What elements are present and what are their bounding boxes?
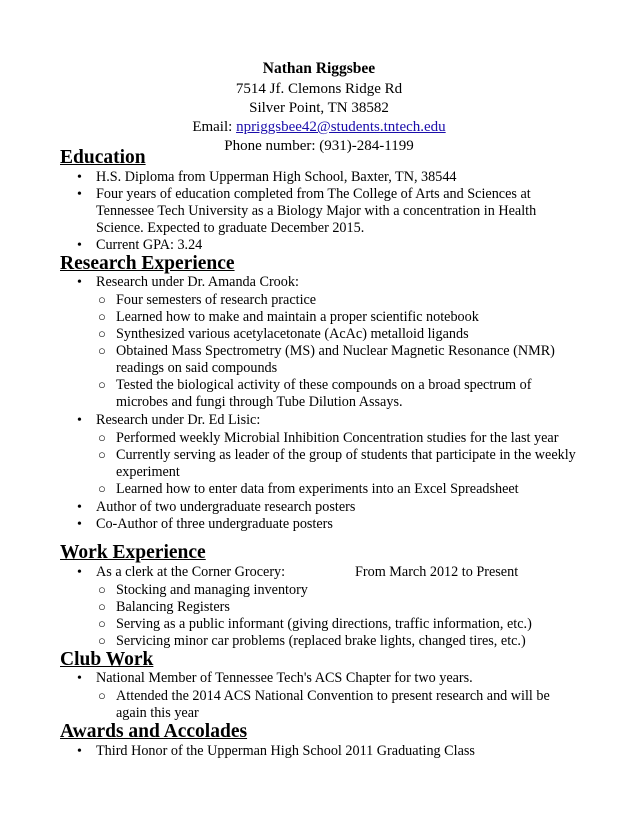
section-title-work: Work Experience (60, 542, 206, 563)
sub-list-item: ○ Four semesters of research practice (98, 292, 317, 308)
bullet-icon: • (77, 671, 82, 686)
sub-list-item: ○ Servicing minor car problems (replaced brake lights, changed tires, etc.) (98, 633, 526, 649)
list-item: • Author of two undergraduate research posters (77, 499, 356, 515)
list-item: • As a clerk at the Corner Grocery: From March 2012 to Present (77, 564, 519, 580)
list-item: • Research under Dr. Amanda Crook: (77, 274, 299, 290)
sub-list-item: ○ Synthesized various acetylacetonate (AcAc) metalloid ligands (98, 326, 469, 342)
hollow-bullet-icon: ○ (98, 447, 106, 462)
section-title-club: Club Work (60, 649, 154, 670)
sub-list-item: ○ Tested the biological activity of these compounds on a broad spectrum of microbes and fungi through Tube Dilution Assays. (98, 377, 532, 410)
bullet-icon: • (77, 500, 82, 515)
sub-list-item: ○ Performed weekly Microbial Inhibition Concentration studies for the last year (98, 430, 559, 446)
list-item: • Research under Dr. Ed Lisic: (77, 412, 261, 428)
work-list (0, 564, 638, 650)
hollow-bullet-icon: ○ (98, 582, 106, 597)
section-title-awards: Awards and Accolades (60, 721, 248, 742)
hollow-bullet-icon: ○ (98, 599, 106, 614)
sub-list-item: ○ Learned how to make and maintain a proper scientific notebook (98, 309, 479, 325)
phone-line: Phone number: (931)-284-1199 (224, 138, 414, 154)
email-link[interactable]: npriggsbee42@students.tntech.edu (236, 119, 446, 135)
club-list (0, 670, 638, 722)
hollow-bullet-icon: ○ (98, 633, 106, 648)
list-item: • Co-Author of three undergraduate posters (77, 516, 333, 532)
section-title-education: Education (60, 147, 146, 168)
email-line (0, 118, 638, 137)
hollow-bullet-icon: ○ (98, 326, 106, 341)
bullet-icon: • (77, 187, 82, 202)
sub-list-item: ○ Currently serving as leader of the group of students that participate in the weekly experiment (98, 447, 576, 480)
list-item: • Current GPA: 3.24 (77, 237, 203, 253)
address-line-2: Silver Point, TN 38582 (249, 100, 389, 116)
hollow-bullet-icon: ○ (98, 481, 106, 496)
hollow-bullet-icon: ○ (98, 616, 106, 631)
bullet-icon: • (77, 413, 82, 428)
list-item: • H.S. Diploma from Upperman High School, Baxter, TN, 38544 (77, 169, 457, 185)
sub-list-item: ○ Learned how to enter data from experiments into an Excel Spreadsheet (98, 481, 519, 497)
bullet-icon: • (77, 565, 82, 580)
list-item: • National Member of Tennessee Tech's ACS Chapter for two years. (77, 670, 473, 686)
hollow-bullet-icon: ○ (98, 343, 106, 358)
hollow-bullet-icon: ○ (98, 688, 106, 703)
bullet-icon: • (77, 517, 82, 532)
bullet-icon: • (77, 238, 82, 253)
research-list (0, 274, 638, 533)
hollow-bullet-icon: ○ (98, 377, 106, 392)
awards-list (0, 743, 638, 760)
candidate-name: Nathan Riggsbee (262, 60, 376, 77)
education-list (0, 169, 638, 254)
sub-list-item: ○ Serving as a public informant (giving directions, traffic information, etc.) (98, 616, 532, 632)
address-line-1: 7514 Jf. Clemons Ridge Rd (235, 81, 403, 97)
sub-list-item: ○ Stocking and managing inventory (98, 582, 308, 598)
list-item: • Four years of education completed from The College of Arts and Sciences at Tennessee Tech University as a Biology Major with a concentration in Health Science. Expected to graduate December 2015. (77, 186, 537, 236)
hollow-bullet-icon: ○ (98, 430, 106, 445)
sub-list-item: ○ Obtained Mass Spectrometry (MS) and Nuclear Magnetic Resonance (NMR) readings on said compounds (98, 343, 555, 376)
sub-list-item: ○ Attended the 2014 ACS National Convention to present research and will be again this year (98, 688, 550, 721)
list-item: • Third Honor of the Upperman High School 2011 Graduating Class (77, 743, 475, 759)
bullet-icon: • (77, 170, 82, 185)
bullet-icon: • (77, 744, 82, 759)
section-title-research: Research Experience (60, 253, 235, 274)
work-dates: From March 2012 to Present (355, 564, 519, 580)
bullet-icon: • (77, 275, 82, 290)
sub-list-item: ○ Balancing Registers (98, 599, 230, 615)
email-label: Email: (192, 119, 237, 135)
contact-header (0, 60, 638, 156)
hollow-bullet-icon: ○ (98, 309, 106, 324)
hollow-bullet-icon: ○ (98, 292, 106, 307)
